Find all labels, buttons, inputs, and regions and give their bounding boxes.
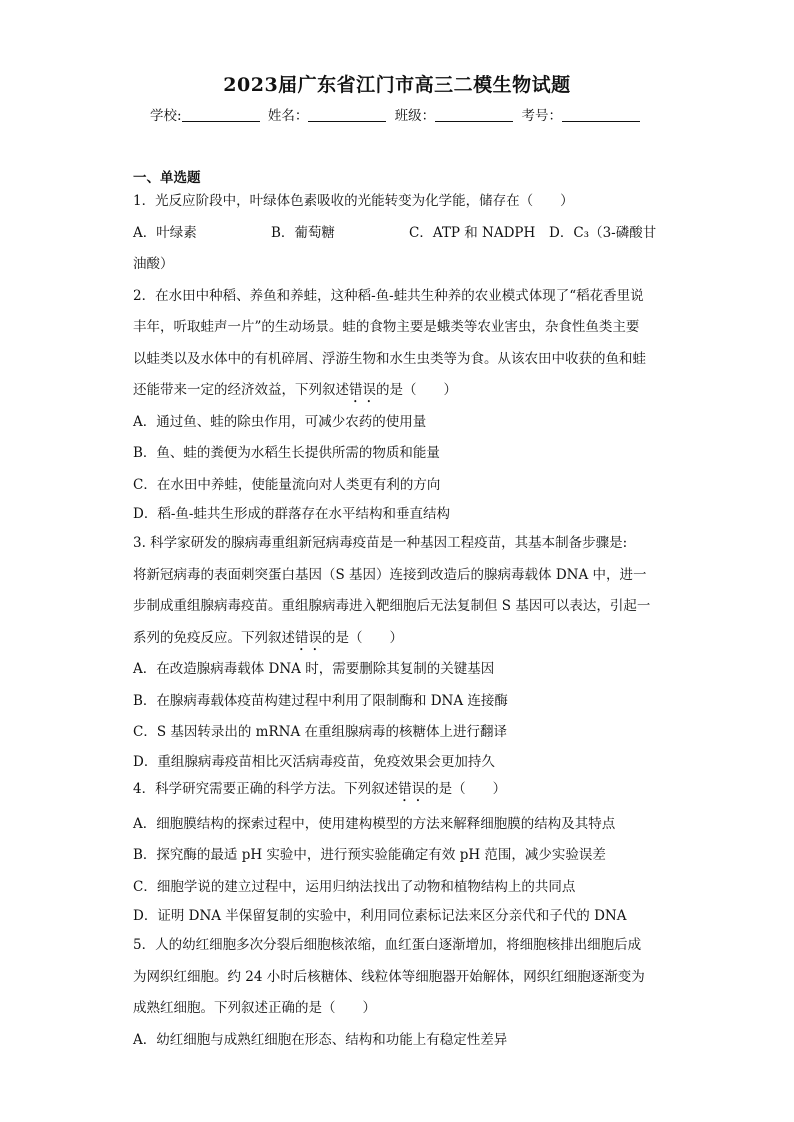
q3-line-4-pre: 系列的免疫反应。下列叙述 (133, 629, 295, 646)
q1-options (133, 218, 668, 250)
q3-line-1: 3. 科学家研发的腺病毒重组新冠病毒疫苗是一种基因工程疫苗，其基本制备步骤是: (133, 535, 628, 551)
q3-option-a: A．在改造腺病毒载体 DNA 时，需要删除其复制的关键基因 (133, 661, 495, 677)
q2-option-d: D．稻-鱼-蛙共生形成的群落存在水平结构和垂直结构 (133, 506, 450, 522)
q1-option-b: B．葡萄糖 (271, 224, 335, 241)
q2-line-3: 以蛙类以及水体中的有机碎屑、浮游生物和水生虫类等为食。从该农田中收获的鱼和蛙 (133, 350, 646, 367)
q1-option-d-cont: 油酸） (133, 256, 174, 272)
q2-emphasis: 错误 (349, 382, 376, 398)
q1-option-a: A．叶绿素 (133, 224, 197, 241)
q2-option-b: B．鱼、蛙的粪便为水稻生长提供所需的物质和能量 (133, 445, 440, 461)
q3-option-d: D．重组腺病毒疫苗相比灭活病毒疫苗，免疫效果会更加持久 (133, 753, 495, 770)
q4-line-1-pre: 4．科学研究需要正确的科学方法。下列叙述 (133, 780, 399, 797)
q5-line-2: 为网织红细胞。约 24 小时后核糖体、线粒体等细胞器开始解体，网织红细胞逐渐变为 (133, 968, 645, 985)
q2-line-1: 2．在水田中种稻、养鱼和养蛙，这种稻-鱼-蛙共生种养的农业模式体现了“稻花香里说 (133, 287, 644, 304)
q2-line-2: 丰年，听取蛙声一片”的生动场景。蛙的食物主要是蛾类等农业害虫，杂食性鱼类主要 (133, 319, 640, 335)
q2-option-c: C．在水田中养蛙，使能量流向对人类更有利的方向 (133, 476, 441, 493)
student-info-line (150, 104, 644, 124)
questions (133, 186, 668, 1056)
q3-line-4 (133, 623, 668, 655)
name-label: 姓名： (267, 108, 309, 124)
q2-line-4-pre: 还能带来一定的经济效益，下列叙述 (133, 382, 349, 398)
q4-emphasis: 错误 (398, 780, 426, 797)
q5-line-3: 成熟红细胞。下列叙述正确的是（ ） (133, 1000, 376, 1016)
q1-option-d: D．C₃（3-磷酸甘 (549, 224, 657, 241)
q5-option-a: A．幼红细胞与成熟红细胞在形态、结构和功能上有稳定性差异 (133, 1031, 508, 1048)
q2-line-4 (133, 375, 668, 407)
exam-no-label: 考号： (521, 108, 562, 124)
q3-line-4-post: 的是（ ） (322, 629, 403, 646)
q4-option-d: D．证明 DNA 半保留复制的实验中，利用同位素标记法来区分亲代和子代的 DNA (133, 908, 627, 924)
q4-line-1 (133, 776, 668, 805)
q3-line-3: 步制成重组腺病毒疫苗。重组腺病毒进入靶细胞后无法复制但 S 基因可以表达，引起一 (133, 598, 651, 614)
exam-no-blank (562, 107, 640, 122)
q4-option-a: A．细胞膜结构的探索过程中，使用建构模型的方法来解释细胞膜的结构及其特点 (133, 815, 616, 832)
q1-stem: 1．光反应阶段中，叶绿体色素吸收的光能转变为化学能，储存在（ ） (133, 193, 574, 209)
q3-emphasis: 错误 (295, 629, 322, 646)
q1-option-c: C．ATP 和 NADPH (409, 224, 536, 241)
q4-option-b: B．探究酶的最适 pH 实验中，进行预实验能确定有效 pH 范围，减少实验误差 (133, 847, 606, 863)
q4-line-1-post: 的是（ ） (425, 780, 507, 797)
q5-line-1: 5．人的幼红细胞多次分裂后细胞核浓缩，血红蛋白逐渐增加，将细胞核排出细胞后成 (133, 937, 642, 953)
q3-option-c: C．S 基因转录出的 mRNA 在重组腺病毒的核糖体上进行翻译 (133, 724, 507, 740)
school-blank (182, 107, 260, 122)
q3-option-b: B．在腺病毒载体疫苗构建过程中利用了限制酶和 DNA 连接酶 (133, 692, 508, 709)
name-blank (308, 107, 386, 122)
school-label: 学校: (150, 108, 182, 124)
q4-option-c: C．细胞学说的建立过程中，运用归纳法找出了动物和植物结构上的共同点 (133, 878, 576, 895)
class-label: 班级： (394, 108, 436, 124)
q3-line-2: 将新冠病毒的表面刺突蛋白基因（S 基因）连接到改造后的腺病毒载体 DNA 中，进一 (133, 566, 647, 583)
class-blank (435, 107, 513, 122)
exam-title: 2023届广东省江门市高三二模生物试题 (223, 74, 571, 96)
q2-line-4-post: 的是（ ） (376, 382, 457, 398)
q2-option-a: A．通过鱼、蛙的除虫作用，可减少农药的使用量 (133, 413, 427, 430)
section-heading: 一、单选题 (133, 170, 201, 186)
